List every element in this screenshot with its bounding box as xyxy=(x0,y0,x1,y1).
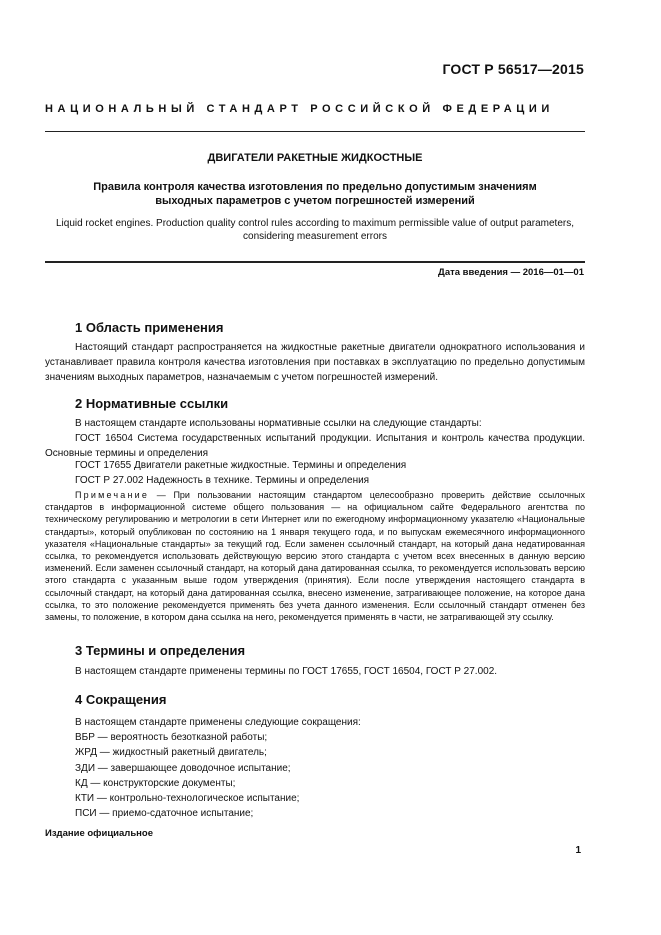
list-item: ВБР — вероятность безотказной работы; xyxy=(75,732,268,744)
gost-number: ГОСТ Р 56517—2015 xyxy=(442,61,584,77)
terms-text: В настоящем стандарте применены термины по ГОСТ 17655, ГОСТ 16504, ГОСТ Р 27.002. xyxy=(75,666,498,677)
english-title-line: considering measurement errors xyxy=(243,231,387,242)
english-title-line: Liquid rocket engines. Production quality control rules according to maximum permissible value of output parameters, xyxy=(55,218,575,229)
reference-text: ГОСТ 16504 Система государственных испытаний продукции. Испытания и контроль качества продукции. Основные термины и определения xyxy=(45,433,585,459)
section-scope-text xyxy=(45,340,585,385)
page-title: ДВИГАТЕЛИ РАКЕТНЫЕ ЖИДКОСТНЫЕ xyxy=(207,152,423,164)
list-item: ЗДИ — завершающее доводочное испытание; xyxy=(75,762,291,774)
scope-text: Настоящий стандарт распространяется на жидкостные ракетные двигатели однократного использования и устанавливает правила контроля качества изготовления при поставках в эксплуатацию по предельно допустимым значениям выходных параметров, назначаемым с учетом погрешностей измерений. xyxy=(45,342,585,383)
divider xyxy=(45,131,585,132)
reference-item: ГОСТ Р 27.002 Надежность в технике. Термины и определения xyxy=(75,475,370,486)
section-heading-abbreviations: 4 Сокращения xyxy=(75,692,167,707)
subtitle xyxy=(45,180,585,208)
reference-item xyxy=(45,431,585,461)
divider-thick xyxy=(45,261,585,263)
list-item: КД — конструкторские документы; xyxy=(75,777,236,789)
references-intro: В настоящем стандарте использованы нормативные ссылки на следующие стандарты: xyxy=(75,418,482,429)
subtitle-line: выходных параметров с учетом погрешностей измерений xyxy=(155,195,475,207)
national-standard-banner: НАЦИОНАЛЬНЫЙ СТАНДАРТ РОССИЙСКОЙ ФЕДЕРАЦИИ xyxy=(45,103,554,115)
section-heading-references: 2 Нормативные ссылки xyxy=(75,396,229,411)
note-text: — При пользовании настоящим стандартом целесообразно проверить действие ссылочных стандартов в информационной системе общего пользования — на официальном сайте Федерального агентства по техническому регулированию и метрологии в сети Интернет или по ежегодному информационному указателю «Национальные стандарты», который опубликован по состоянию на 1 января текущего года, и по выпускам ежемесячного информационного указателя «Национальные стандарты» за текущий год. Если заменен ссылочный стандарт, на который дана недатированная ссылка, то рекомендуется использовать действующую версию этого стандарта с учетом всех внесенных в данную версию изменений. Если заменен ссылочный стандарт, на который дана датированная ссылка, то рекомендуется использовать версию этого стандарта с указанным выше годом утверждения (принятия). Если после утверждения настоящего стандарта в ссылочный стандарт, на который дана датированная ссылка, внесено изменение, затрагивающее положение, на которое дана ссылка, то это положение рекомендуется применять без учета данного изменения. Если ссылочный стандарт отменен без замены, то положение, в котором дана ссылка на него, рекомендуется применять в части, не затрагивающей эту ссылку. xyxy=(45,490,585,623)
note-label: Примечание xyxy=(75,490,150,500)
page-number: 1 xyxy=(575,845,581,856)
reference-item: ГОСТ 17655 Двигатели ракетные жидкостные. Термины и определения xyxy=(75,460,407,471)
abbreviations-intro: В настоящем стандарте применены следующие сокращения: xyxy=(75,717,361,728)
list-item: ПСИ — приемо-сдаточное испытание; xyxy=(75,808,254,820)
english-title xyxy=(45,217,585,243)
list-item: ЖРД — жидкостный ракетный двигатель; xyxy=(75,747,267,759)
list-item: КТИ — контрольно-технологическое испытание; xyxy=(75,793,300,805)
subtitle-line: Правила контроля качества изготовления по предельно допустимым значениям xyxy=(93,181,537,193)
section-heading-terms: 3 Термины и определения xyxy=(75,643,246,658)
note xyxy=(45,489,585,623)
edition-label: Издание официальное xyxy=(45,828,153,839)
abbreviations-list xyxy=(75,715,361,821)
section-heading-scope: 1 Область применения xyxy=(75,320,224,335)
effective-date: Дата введения — 2016—01—01 xyxy=(438,267,584,278)
